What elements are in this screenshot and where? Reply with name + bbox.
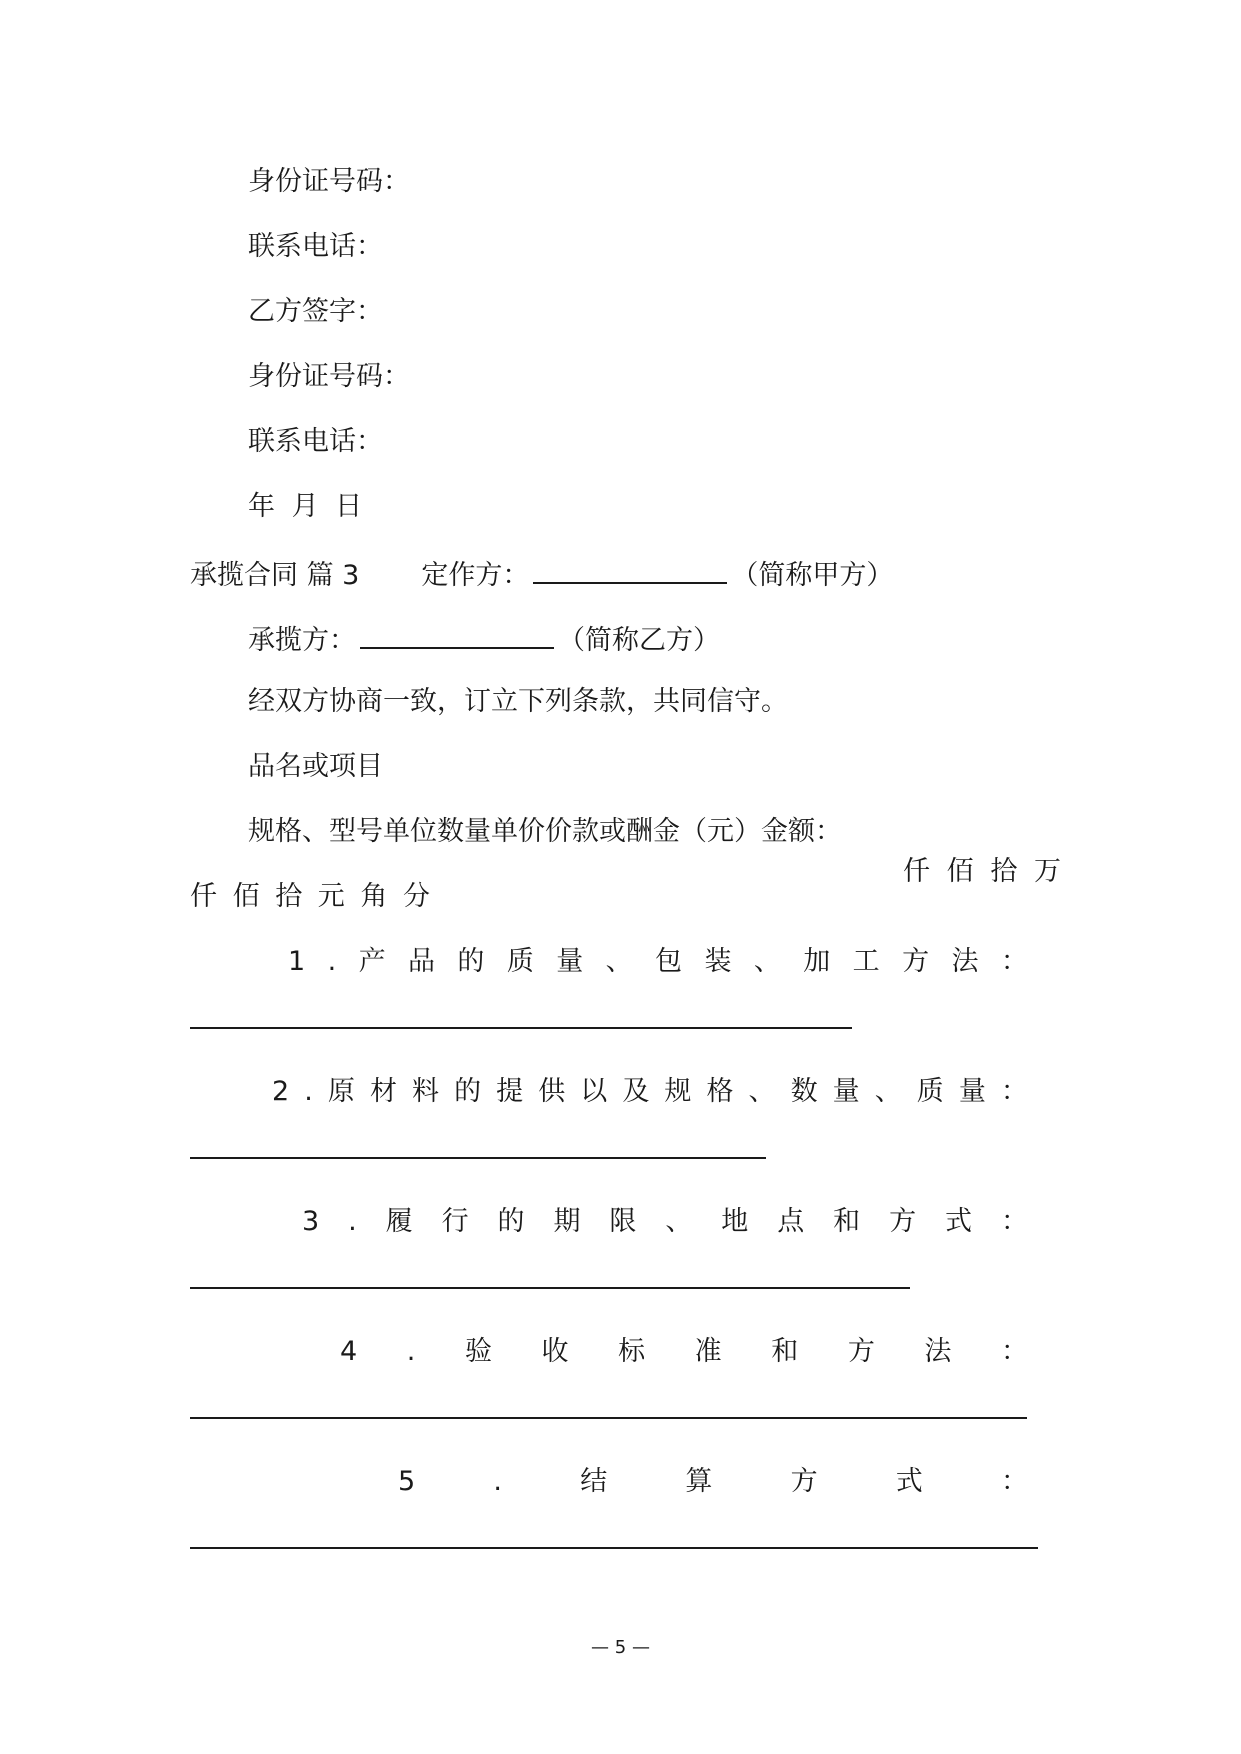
clause-char: 规 bbox=[664, 1076, 692, 1107]
clause-char: 验 bbox=[464, 1336, 492, 1367]
clause-number: 1 bbox=[288, 946, 306, 977]
clause-char: 收 bbox=[541, 1336, 569, 1367]
clause-char: 量 bbox=[958, 1076, 986, 1107]
clause-char: 法 bbox=[951, 946, 979, 977]
amount-unit-char: 元 bbox=[317, 881, 345, 912]
clause-char: 品 bbox=[408, 946, 435, 977]
clause-char: 的 bbox=[454, 1076, 482, 1107]
clause-char: 工 bbox=[852, 946, 880, 977]
clause-char: 包 bbox=[655, 946, 683, 977]
spec-unit-char: 仟 bbox=[903, 856, 930, 887]
clause-char: ： bbox=[1000, 1336, 1028, 1367]
date-line: 年 月 日 bbox=[248, 491, 363, 522]
clause-char: 、 bbox=[748, 1076, 776, 1107]
clause-char: 、 bbox=[665, 1206, 693, 1237]
clause-char: 履 bbox=[385, 1206, 413, 1237]
clause-char: 方 bbox=[847, 1336, 875, 1367]
clause-char: 式 bbox=[945, 1206, 973, 1237]
clause-char: 点 bbox=[777, 1206, 805, 1237]
amount-units-line bbox=[190, 877, 430, 917]
clause-char: 提 bbox=[496, 1076, 524, 1107]
page-number: — 5 — bbox=[591, 1637, 650, 1658]
clause-1 bbox=[288, 942, 1028, 982]
contractor-blank bbox=[360, 617, 554, 649]
principal-blank bbox=[533, 552, 727, 584]
clause-char: 和 bbox=[833, 1206, 861, 1237]
amount-unit-char: 拾 bbox=[275, 881, 303, 912]
clause-number: 3 bbox=[302, 1206, 320, 1237]
amount-unit-char: 佰 bbox=[232, 881, 260, 912]
clause-char: 加 bbox=[803, 946, 831, 977]
clause-char: 方 bbox=[790, 1466, 818, 1497]
clause-char: 及 bbox=[622, 1076, 650, 1107]
clause-char: 的 bbox=[497, 1206, 525, 1237]
clause-char: 原 bbox=[327, 1076, 355, 1107]
clause-char: 算 bbox=[685, 1466, 713, 1497]
clause-char: 方 bbox=[889, 1206, 917, 1237]
id-number-label-2: 身份证号码： bbox=[248, 361, 410, 392]
clause-dot: . bbox=[348, 1206, 357, 1237]
contractor-line bbox=[248, 617, 720, 661]
clause-number: 2 bbox=[272, 1076, 290, 1107]
contractor-label: 承揽方： bbox=[248, 625, 356, 656]
clause-char: 格 bbox=[706, 1076, 734, 1107]
clause-number: 5 bbox=[398, 1466, 416, 1497]
clause-dot: . bbox=[304, 1076, 313, 1107]
phone-label-2: 联系电话： bbox=[248, 426, 383, 457]
spec-text: 规格、型号单位数量单价价款或酬金（元）金额： bbox=[248, 816, 842, 847]
principal-suffix: （简称甲方） bbox=[731, 560, 894, 591]
clause-char: 准 bbox=[694, 1336, 722, 1367]
clause-dot: . bbox=[406, 1336, 416, 1367]
principal-label: 定作方： bbox=[421, 560, 530, 591]
clause-fill-line bbox=[190, 1547, 1038, 1549]
party-b-signature-label: 乙方签字： bbox=[248, 296, 383, 327]
spec-line bbox=[248, 812, 1061, 887]
clause-char: 行 bbox=[441, 1206, 469, 1237]
clause-fill-line bbox=[190, 1287, 910, 1289]
clause-char: 期 bbox=[553, 1206, 581, 1237]
clause-char: 结 bbox=[580, 1466, 608, 1497]
clause-char: 法 bbox=[924, 1336, 952, 1367]
clause-dot: . bbox=[493, 1466, 502, 1497]
clause-number: 4 bbox=[340, 1336, 358, 1367]
clause-fill-line bbox=[190, 1027, 852, 1029]
clause-char: 限 bbox=[609, 1206, 637, 1237]
clause-char: 的 bbox=[457, 946, 485, 977]
clause-char: 式 bbox=[895, 1466, 923, 1497]
spec-unit-char: 万 bbox=[1033, 856, 1061, 887]
spec-unit-char: 拾 bbox=[990, 856, 1018, 887]
item-heading: 品名或项目 bbox=[248, 751, 383, 782]
clause-char: ： bbox=[1001, 1466, 1028, 1497]
clause-char: 质 bbox=[916, 1076, 944, 1107]
clause-char: 以 bbox=[580, 1076, 608, 1107]
clause-char: 材 bbox=[369, 1076, 397, 1107]
clause-char: 、 bbox=[874, 1076, 902, 1107]
clause-dot: . bbox=[327, 946, 337, 977]
clause-char: 量 bbox=[832, 1076, 860, 1107]
clause-char: 料 bbox=[412, 1076, 440, 1107]
clause-2 bbox=[272, 1072, 1028, 1112]
clause-char: 地 bbox=[721, 1206, 749, 1237]
clause-char: 方 bbox=[902, 946, 930, 977]
clause-char: ： bbox=[1000, 946, 1028, 977]
clause-4 bbox=[340, 1332, 1028, 1372]
clause-char: 量 bbox=[556, 946, 584, 977]
clause-char: 标 bbox=[618, 1336, 646, 1367]
clause-char: 和 bbox=[771, 1336, 799, 1367]
clause-char: 供 bbox=[538, 1076, 566, 1107]
clause-5 bbox=[398, 1462, 1028, 1502]
clause-char: ： bbox=[1000, 1076, 1028, 1107]
amount-unit-char: 分 bbox=[402, 881, 430, 912]
spec-amount-units bbox=[903, 852, 1061, 892]
clause-char: 、 bbox=[753, 946, 781, 977]
spec-unit-char: 佰 bbox=[946, 856, 974, 887]
phone-label-1: 联系电话： bbox=[248, 231, 383, 262]
clause-char: ： bbox=[1000, 1206, 1028, 1237]
clause-char: 装 bbox=[704, 946, 732, 977]
amount-unit-char: 角 bbox=[360, 881, 388, 912]
contractor-suffix: （简称乙方） bbox=[558, 625, 720, 656]
clause-char: 、 bbox=[605, 946, 633, 977]
contract-title: 承揽合同 篇 3 bbox=[190, 560, 360, 591]
amount-unit-char: 仟 bbox=[190, 881, 217, 912]
clause-fill-line bbox=[190, 1417, 1027, 1419]
clause-char: 产 bbox=[358, 946, 386, 977]
clause-fill-line bbox=[190, 1157, 766, 1159]
clause-char: 质 bbox=[506, 946, 534, 977]
clause-3 bbox=[302, 1202, 1028, 1242]
id-number-label-1: 身份证号码： bbox=[248, 166, 410, 197]
contract-header-line bbox=[190, 552, 893, 596]
agreement-text: 经双方协商一致，订立下列条款，共同信守。 bbox=[248, 686, 788, 717]
clause-char: 数 bbox=[790, 1076, 818, 1107]
